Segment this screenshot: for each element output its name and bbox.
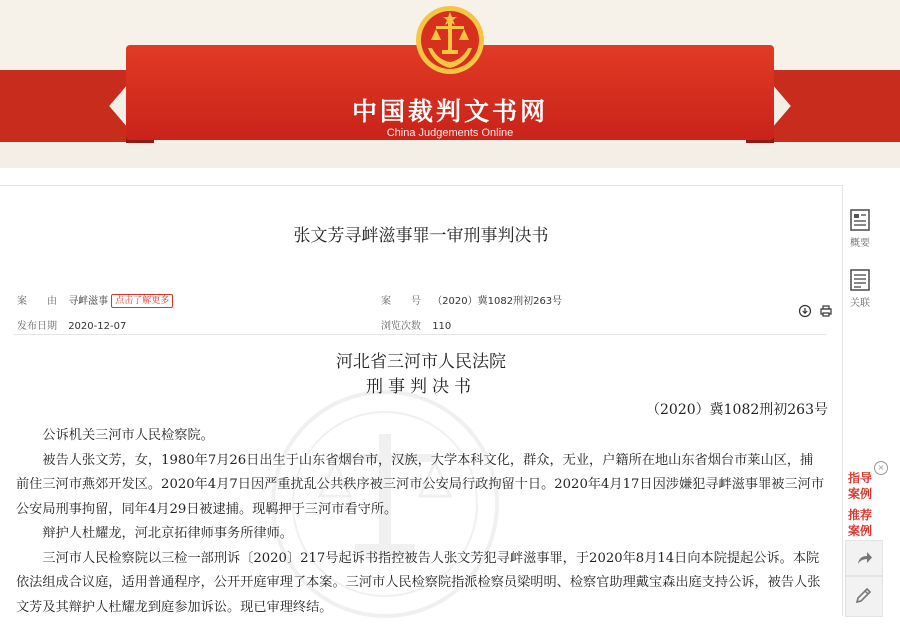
related-icon (849, 268, 871, 292)
document-type: 刑事判决书 (366, 377, 476, 397)
case-cause-value: 寻衅滋事 (68, 296, 109, 307)
site-title[interactable]: 中国裁判文书网 (351, 97, 548, 126)
paragraph: 三河市人民检察院以三检一部刑诉〔2020〕217号起诉书指控被告人张文芳犯寻衅滋事罪，于2020年8月14日向本院提起公诉。本院依法组成合议庭，适用普通程序，公开开庭审理了本案。三河市人民检察院指派检察员梁明明、检察官助理戴宝森出庭支持公诉，被告人张文芳及其辩护人杜耀龙到庭参加诉讼。现已审理终结。 (16, 550, 821, 615)
related-button[interactable] (846, 268, 874, 309)
judgement-body (16, 424, 826, 620)
feedback-button[interactable] (845, 576, 883, 617)
court-name: 河北省三河市人民法院 (336, 352, 506, 372)
views-row (381, 317, 451, 332)
summary-icon (849, 208, 871, 232)
guide-cases-link[interactable]: 指导 案例 (848, 471, 873, 501)
close-icon[interactable]: × (874, 461, 888, 475)
learn-more-tag[interactable]: 点击了解更多 (111, 294, 173, 308)
paragraph: 辩护人杜耀龙，河北京拓律师事务所律师。 (42, 526, 293, 541)
edit-icon (854, 585, 874, 605)
document-panel (0, 185, 843, 616)
recommended-cases-link[interactable]: 推荐 案例 (848, 508, 873, 538)
summary-button[interactable] (846, 208, 874, 249)
publish-date-label: 发布日期 (17, 321, 57, 332)
views-value: 110 (432, 321, 452, 332)
banner-footer-strip (0, 145, 900, 168)
case-number-row (381, 292, 562, 307)
publish-date-row (17, 317, 126, 332)
case-number-value: （2020）冀1082刑初263号 (432, 296, 563, 307)
case-cause-row (17, 292, 173, 308)
paragraph: 被告人张文芳，女，1980年7月26日出生于山东省烟台市，汉族，大学本科文化，群众，无业，户籍所在地山东省烟台市莱山区，捕前住三河市燕郊开发区。2020年4月7日因严重扰乱公共秩序被三河市公安局行政拘留十日。2020年4月17日因涉嫌犯寻衅滋事罪被三河市公安局刑事拘留，同年4月29日被逮捕。现羁押于三河市看守所。 (16, 452, 825, 517)
site-banner (0, 0, 900, 168)
site-subtitle: China Judgements Online (386, 127, 514, 139)
share-button[interactable] (845, 540, 883, 576)
print-icon[interactable] (819, 303, 833, 317)
document-title: 张文芳寻衅滋事罪一审刑事判决书 (293, 226, 549, 246)
views-label: 浏览次数 (381, 321, 421, 332)
paragraph: 公诉机关三河市人民检察院。 (42, 428, 214, 443)
meta-divider (14, 334, 826, 335)
share-icon (854, 548, 874, 568)
publish-date-value: 2020-12-07 (68, 321, 127, 332)
document-tools (796, 303, 833, 322)
court-emblem-icon (414, 4, 486, 76)
download-icon[interactable] (798, 303, 812, 317)
case-number-label: 案 号 (381, 296, 421, 307)
case-cause-label: 案 由 (17, 296, 57, 307)
related-label: 关联 (850, 298, 870, 309)
summary-label: 概要 (850, 238, 870, 249)
case-number-heading: （2020）冀1082刑初263号 (646, 402, 828, 418)
